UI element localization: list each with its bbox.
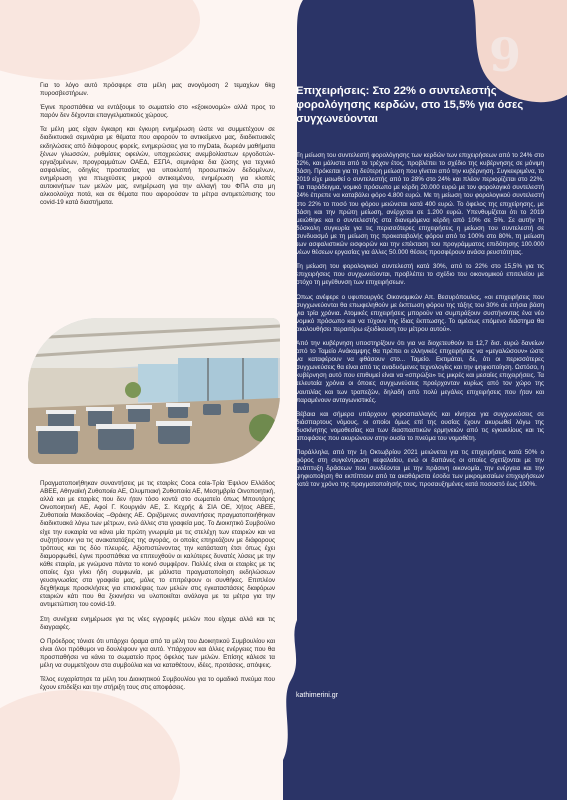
source-credit: kathimerini.gr: [296, 692, 339, 699]
paragraph: Έγινε προσπάθεια να εντάξουμε το σωματείο στο «εξοικονομώ» αλλά προς το παρόν δεν δέχονται επαγγελματικούς χώρους.: [40, 104, 275, 120]
paragraph: Από την κυβέρνηση υποστηρίζουν ότι για να διοχετευθούν τα 12,7 δισ. ευρώ δανείων από το Ταμείο Ανάκαμψης θα πρέπει οι ελληνικές επιχειρήσεις να «μεγαλώσουν» ώστε να καταφέρουν να φθάσουν στο... Ταμείο. Εκτιμάται, δε, ότι οι περισσότερες συγχωνεύσεις θα είναι από τις αναδυόμενες τεχνολογίες και την ψηφιοποίηση. Ωστόσο, η κυβέρνηση αυτό που επιθυμεί είναι να «σπρώξει» τις μικρές και μεσαίες επιχειρήσεις. Τα τελευταία χρόνια οι όποιες συγχωνεύσεις προέρχονταν κυρίως από τον χώρο της ναυτιλίας και των τραπεζών, δηλαδή από πολύ μεγάλες επιχειρήσεις που ήταν και παραμένουν ανταγωνιστικές.: [296, 339, 544, 404]
paragraph: Όπως ανέφερε ο υφυπουργός Οικονομικών Απ. Βεσυρόπουλος, «οι επιχειρήσεις που συγχωνεύονται θα επωφεληθούν με έκπτωση φόρου της τάξης του 30% σε ετήσια βάση για τρία χρόνια. Ατομικές επιχειρήσεις μπορούν να συμπράξουν συστήνοντας ένα νέο νομικό πρόσωπο και να τύχουν της ίδιας έκπτωσης. Το αμέσως επόμενο διάστημα θα ακολουθήσει περαιτέρω εξειδίκευση του μέτρου αυτού».: [296, 293, 544, 333]
paragraph: Στη συνέχεια ενημέρωσε για τις νέες εγγραφές μελών που είχαμε αλλά και τις διαγραφές.: [40, 615, 275, 631]
paragraph: Τα μέλη μας είχαν έγκαιρη και έγκυρη ενημέρωση ώστε να συμμετέχουν σε διαδικτυακά σεμινάρια με θέματα που αφορούν το αντικείμενο μας, διαδικτυακές εκδηλώσεις από διάφορους φορείς, ενημερώσεις για το myData, δωρεάν μαθήματα ξένων γλωσσών, ρυθμίσεις οφειλών, υποχρεώσεις ανεμβολίαστων εργοδοτών-εργαζομένων, προγραμμάτων ΟΑΕΔ, ΕΣΠΑ, σεμινάρια δια ζώσης για τεχνικό ασφαλείας, οδηγίες προστασίας για υποκλοπή προσωπικών δεδομένων, ενημέρωση για πτωχεύσεις μικρού αντικειμένου, ενημέρωση για κλοπές αυτοκινήτων των μελών μας, ενημέρωση για την αλλαγή του ΦΠΑ στα μη αλκοολούχα ποτά, και σε θέματα που αφορούσαν τα μέτρα αντιμετώπισης του covid-19 κατά διαστήματα.: [40, 126, 275, 207]
restaurant-photo: [28, 318, 280, 464]
left-column-bottom: [40, 480, 275, 698]
left-column-top: [40, 82, 275, 213]
paragraph: Τη μείωση του φορολογικού συντελεστή κατά 30%, από το 22% στο 15,5% για τις επιχειρήσεις που συγχωνεύονται, προβλέπει το σχέδιο του οικονομικού επιτελείου με στόχο τη μεγέθυνση των επιχειρήσεων.: [296, 263, 544, 287]
paragraph: Ο Πρόεδρος τόνισε ότι υπάρχει όραμα από τα μέλη του Διοικητικού Συμβουλίου και είναι όλοι πρόθυμοι να δουλέψουν για αυτό. Υπάρχουν και άλλες ενέργειες που θα προσπαθήσει να κάνει το σωματείο προς όφελος των μελών. Επίσης κάλεσε τα μέλη να συμμετέχουν στα συμβούλια και να καταθέτουν, ιδέες, προτάσεις, απόψεις.: [40, 637, 275, 669]
background-blob: [0, 0, 200, 80]
paragraph: Για το λόγο αυτό πρόσφερε στα μέλη μας ανογόμοση 2 τεμαχίων 6kg πυροσβεστήρων.: [40, 82, 275, 98]
paragraph: Πραγματοποιήθηκαν συναντήσεις με τις εταιρίες Coca cola-Τρία Έψιλον Ελλάδος ΑΒΕΕ, Αθηναϊκή Ζυθοποιία ΑΕ, Ολυμπιακή Ζυθοποιία ΑΕ, Μεσημβρία Οινοποιητική, αλλά και με εταιρίες που δεν ήταν τόσο κοντά στο σωματείο όπως Μπουτάρης Οινοποιητική ΑΕ, Αφοί Γ. Κουργιάν ΑΕ, Σ. Κεχρής & ΣΙΑ ΟΕ, Χήτος ΑΒΕΕ, Ζυθοποιία Μακεδονίας –Θράκης ΑΕ. Οριζόμενες συναντήσεις πραγματοποιήθηκαν διαδικτυακά λόγω των μέτρων, ενώ άλλες στα γραφεία μας. Το Διοικητικό Συμβούλιο είχε την ευκαιρία να κάνει μία πρώτη γνωριμία με τις στελέχη των εταιριών και να συζητήσουν για τις ανακατατάξεις της αγοράς, οι οποίες επηρεάζουν με διάφορους τρόπους και τις δύο πλευρές. Αξιοπιστώνοντας την κατάσταση έτσι όπως έχει διαμορφωθεί, έγινε προσπάθεια να επιτευχθούν οι καλύτερες δυνατές λύσεις με την κάθε εταιρία, με γνώμονα πάντα το κοινό συμφέρον. Πολλές είναι οι εταιρίες με τις οποίες έχει γίνει ήδη συμφωνία, με μάλιστα πραγματοποίηση εκδηλώσεων γευσιγνωσίας στα γραφεία μας, μόλις το επιτρέψουν οι συνθήκες. Επιπλέον δεχθήκαμε προσκλήσεις για επισκέψεις των μελών στις εγκαταστάσεις διαφόρων εταιριών κάτι που θα ξεκινήσει να υλοποιείται ανάλογα με τα μέτρα για την αντιμετώπιση του covid-19.: [40, 480, 275, 609]
article-title: Επιχειρήσεις: Στο 22% ο συντελεστής φορολόγησης κερδών, στο 15,5% για όσες συγχωνεύονται: [296, 85, 524, 125]
paragraph: Βέβαια και σήμερα υπάρχουν φοροαπαλλαγές και κίνητρα για συγχωνεύσεις σε διάσπαρτους νόμους, οι οποίοι όμως επί της ουσίας έχουν ακυρωθεί λόγω της δυσκίνητης νομοθεσίας και των διασπαστικών ερμηνειών από τις εγκυκλίους και τις αποφάσεις που ακυρώνουν στην ουσία το πνεύμα του νομοθέτη.: [296, 410, 544, 442]
background-blob: [0, 690, 180, 800]
paragraph: Τη μείωση του συντελεστή φορολόγησης των κερδών των επιχειρήσεων από το 24% στο 22%, και μάλιστα από το τρέχον έτος, προβλέπει το σχέδιο της κυβέρνησης σε μόνιμη βάση. Πρόκειται για τη δεύτερη μείωση που γίνεται από την κυβέρνηση. Συγκεκριμένα, το 2019 είχε μειωθεί ο συντελεστής από το 28% στο 24% και πλέον περιορίζεται στο 22%. Για παράδειγμα, νομικό πρόσωπο με κέρδη 20.000 ευρώ με τον φορολογικό συντελεστή 24% έπρεπε να καταβάλει φόρο 4.800 ευρώ. Με τη μείωση του φορολογικού συντελεστή στο 22% το ποσό του φόρου μειώνεται κατά 400 ευρώ. Το όφελος της επιχείρησης, με βάση και την πρώτη μείωση, ανέρχεται σε 1.200 ευρώ. Υπενθυμίζεται ότι το 2019 μειώθηκε και ο συντελεστής στα διανεμόμενα κέρδη από 10% σε 5%. Σε αυτήν τη δύσκολη συγκυρία για τις περισσότερες επιχειρήσεις η μείωση του συντελεστή σε συνδυασμό με τη μείωση της προκαταβολής φόρου από το 100% στο 80%, τη μείωση των ασφαλιστικών εισφορών και την επέκταση του προγράμματος επιδότησης 100.000 νέων θέσεων εργασίας για άλλες 50.000 θέσεις προσφέρουν ανάσα ρευστότητας.: [296, 152, 544, 257]
paragraph: Τέλος ευχαρίστησε τα μέλη του Διοικητικού Συμβουλίου για το ομαδικό πνεύμα που έχουν επιδείξει και την στήριξη τους στις αποφάσεις.: [40, 676, 275, 692]
paragraph: Παράλληλα, από την 1η Οκτωβρίου 2021 μειώνεται για τις επιχειρήσεις κατά 50% ο φόρος στη συγκέντρωση κεφαλαίου, ενώ οι δαπάνες οι οποίες σχετίζονται με την ανάπτυξη δράσεων που συνδέονται με την πράσινη οικονομία, την ενέργεια και την ψηφιοποίηση θα εκπίπτουν από τα ακαθάριστα έσοδα των μικρομεσαίων επιχειρήσεων κατά τον χρόνο της πραγματοποίησής τους, προσαυξημένες κατά ποσοστό έως 100%.: [296, 449, 544, 489]
article-body: [296, 152, 544, 496]
page-number: 9: [488, 28, 521, 82]
